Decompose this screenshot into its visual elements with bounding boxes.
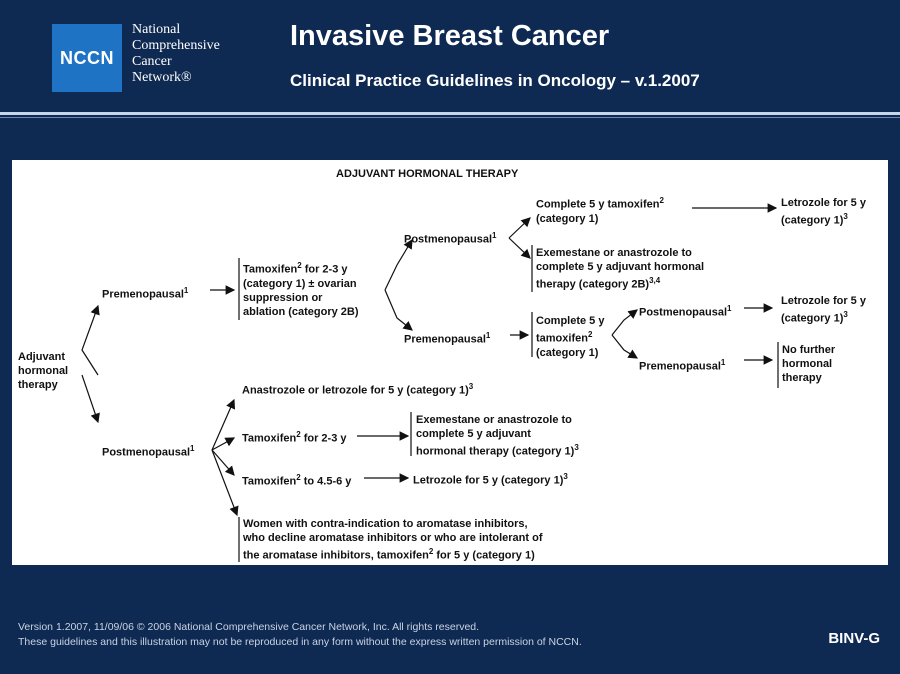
text-duration: for 2-3 y xyxy=(301,263,348,276)
page-title: Invasive Breast Cancer xyxy=(290,20,610,52)
node-complete-5y xyxy=(536,314,604,360)
text-line: Letrozole for 5 y xyxy=(781,295,866,307)
footer xyxy=(18,620,582,650)
header xyxy=(0,0,900,112)
arrow-post-exemestane xyxy=(509,238,530,258)
node-complete-tamoxifen xyxy=(536,194,664,226)
text-line: No further xyxy=(782,344,836,356)
text-line: Letrozole for 5 y (category 1) xyxy=(413,474,564,487)
node-label: Premenopausal xyxy=(639,360,721,373)
arrow-root-post xyxy=(82,375,98,422)
node-anastrozole-letrozole xyxy=(242,380,473,398)
arrow-post-tam23 xyxy=(212,438,234,450)
text-line: Exemestane or anastrozole to xyxy=(536,247,692,259)
node-pre-postmenopausal xyxy=(404,229,496,247)
text-line: the aromatase inhibitors, tamoxifen xyxy=(243,549,429,562)
node-tamoxifen-2-3 xyxy=(242,428,347,446)
header-divider-thin xyxy=(0,117,900,118)
footnote-ref: 3 xyxy=(574,443,579,452)
node-tamoxifen-4-5-6 xyxy=(242,471,351,489)
node-label: Postmenopausal xyxy=(639,306,728,319)
footnote-ref: 3 xyxy=(843,310,848,319)
footnote-ref: 2 xyxy=(428,547,434,556)
text-line: hormonal xyxy=(782,358,833,370)
node-label: Premenopausal xyxy=(404,333,486,346)
arrow-post-complete xyxy=(509,218,530,238)
text-line: tamoxifen xyxy=(536,332,588,345)
arrow-root-pre xyxy=(82,306,98,375)
logo-line: National xyxy=(132,22,181,37)
text-line: Exemestane or anastrozole to xyxy=(416,414,572,426)
arrow-post-anastrozole xyxy=(212,400,234,450)
text-line: (category 1) ± ovarian xyxy=(243,277,357,290)
text-line: (category 1) xyxy=(536,346,599,359)
node-root xyxy=(18,350,68,392)
footnote-ref: 3,4 xyxy=(649,276,661,285)
logo-line: Comprehensive xyxy=(132,38,220,53)
copyright-line: Version 1.2007, 11/09/06 © 2006 National Comprehensive Cancer Network, Inc. All rights reserved. xyxy=(18,621,480,633)
node-letrozole-a xyxy=(781,196,866,228)
page-code: BINV-G xyxy=(828,630,880,647)
arrow-complete-fork-down xyxy=(612,335,637,358)
text-line: Complete 5 y xyxy=(536,315,605,327)
logo-line: Cancer xyxy=(132,54,172,69)
node-label: Premenopausal xyxy=(102,288,184,301)
node-tamoxifen-ovarian xyxy=(243,259,359,319)
node-postmenopausal xyxy=(102,442,194,460)
node-exemestane-b xyxy=(416,413,579,459)
footnote-ref: 2 xyxy=(587,330,593,339)
footnote-ref: 3 xyxy=(563,472,568,481)
text-line: suppression or xyxy=(243,291,323,304)
footnote-ref: 3 xyxy=(843,212,848,221)
node-label: Postmenopausal xyxy=(102,446,191,459)
node-letrozole-b xyxy=(781,294,866,326)
text-line: for 5 y (category 1) xyxy=(433,549,535,562)
text-line: who decline aromatase inhibitors or who are intolerant of xyxy=(243,532,543,544)
node-contraindication xyxy=(243,517,543,563)
connector-lines xyxy=(12,160,888,565)
node-root-line: hormonal xyxy=(18,365,69,377)
text-line: Women with contra-indication to aromatase inhibitors, xyxy=(243,518,528,530)
footnote-ref: 1 xyxy=(190,444,195,453)
text-line: complete 5 y adjuvant xyxy=(416,428,531,440)
arrow-post-tam456 xyxy=(212,450,234,475)
footnote-ref: 1 xyxy=(183,286,189,295)
footnote-ref: 2 xyxy=(297,261,302,270)
text-line: therapy xyxy=(782,372,822,384)
page-subtitle: Clinical Practice Guidelines in Oncology – v.1.2007 xyxy=(290,71,700,90)
footnote-ref: 2 xyxy=(296,473,301,482)
node-letrozole-c xyxy=(413,470,568,488)
arrow-post-contra xyxy=(212,450,237,515)
text-line: hormonal therapy (category 1) xyxy=(416,445,575,458)
node-root-line: therapy xyxy=(18,379,58,391)
text-line: Complete 5 y tamoxifen xyxy=(536,198,660,211)
text-duration: for 2-3 y xyxy=(300,432,347,445)
text-tamoxifen: Tamoxifen xyxy=(242,475,297,488)
text-line: (category 1) xyxy=(536,212,599,225)
logo-line: Network® xyxy=(132,70,192,85)
footnote-ref: 2 xyxy=(659,196,664,205)
diagram-title: ADJUVANT HORMONAL THERAPY xyxy=(336,168,519,180)
node-pre-premenopausal xyxy=(404,329,490,347)
text-line: (category 1) xyxy=(781,214,844,227)
node-exemestane-a xyxy=(536,246,704,292)
node-pp-postmenopausal xyxy=(639,302,731,320)
text-line: complete 5 y adjuvant hormonal xyxy=(536,261,705,273)
text-line: ablation (category 2B) xyxy=(243,305,359,318)
text-duration: to 4.5-6 y xyxy=(300,475,352,488)
node-no-further xyxy=(782,343,835,385)
arrow-tam-fork-down xyxy=(385,290,412,330)
footnote-ref: 1 xyxy=(720,358,726,367)
node-pp-premenopausal xyxy=(639,356,725,374)
text-line: Letrozole for 5 y xyxy=(781,197,866,209)
node-root-line: Adjuvant xyxy=(18,351,66,363)
node-premenopausal xyxy=(102,284,188,302)
text-line: (category 1) xyxy=(781,312,844,325)
footnote-ref: 2 xyxy=(296,430,301,439)
flowchart-panel xyxy=(12,160,888,565)
logo-abbr: NCCN xyxy=(60,47,114,68)
arrow-tam-fork-up xyxy=(385,240,412,290)
footnote-ref: 1 xyxy=(727,304,732,313)
footnote-ref: 3 xyxy=(468,382,474,391)
arrow-complete-fork-up xyxy=(612,310,637,335)
nccn-logo xyxy=(52,24,122,92)
text-line: therapy (category 2B) xyxy=(536,278,650,291)
node-label: Postmenopausal xyxy=(404,233,493,246)
header-divider xyxy=(0,112,900,115)
permission-line: These guidelines and this illustration may not be reproduced in any form without the express written permission of NCCN. xyxy=(18,636,582,648)
logo-wordmark xyxy=(132,22,220,86)
footnote-ref: 1 xyxy=(492,231,497,240)
text-tamoxifen: Tamoxifen xyxy=(243,263,298,276)
text-line: Anastrozole or letrozole for 5 y (category 1) xyxy=(242,384,469,397)
text-tamoxifen: Tamoxifen xyxy=(242,432,297,445)
footnote-ref: 1 xyxy=(485,331,491,340)
